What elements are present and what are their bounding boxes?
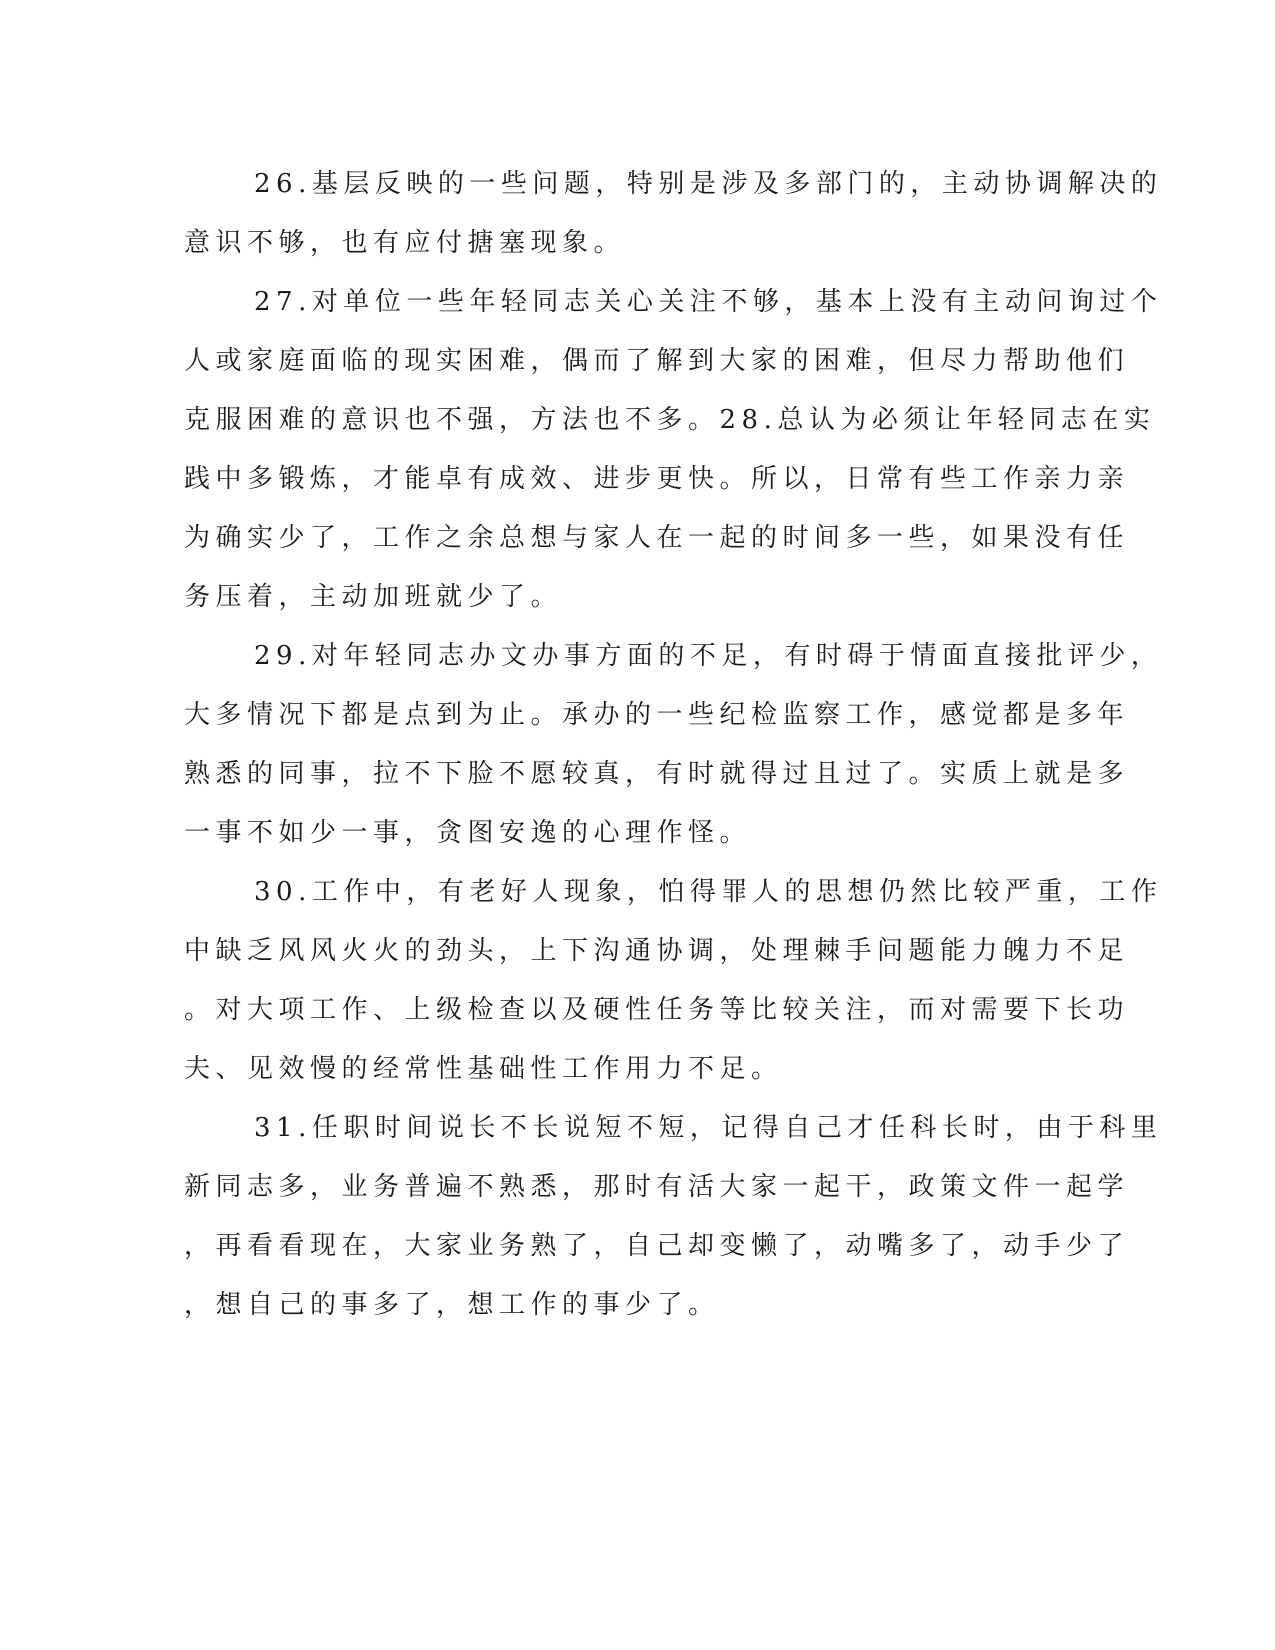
paragraph-26 [184, 155, 1163, 273]
paragraph-27-28 [184, 273, 1163, 627]
text-line: 大多情况下都是点到为止。承办的一些纪检监察工作，感觉都是多年 [184, 700, 1130, 730]
paragraph-29 [184, 627, 1163, 863]
text-line: 新同志多，业务普遍不熟悉，那时有活大家一起干，政策文件一起学 [184, 1172, 1130, 1202]
text-line: 践中多锻炼，才能卓有成效、进步更快。所以，日常有些工作亲力亲 [184, 464, 1130, 494]
text-line: 31.任职时间说长不长说短不短，记得自己才任科长时，由于科里 [254, 1113, 1163, 1143]
text-line: 夫、见效慢的经常性基础性工作用力不足。 [184, 1054, 783, 1084]
text-line: 人或家庭面临的现实困难，偶而了解到大家的困难，但尽力帮助他们 [184, 346, 1130, 376]
text-line: ，想自己的事多了，想工作的事少了。 [184, 1290, 720, 1320]
text-line: ，再看看现在，大家业务熟了，自己却变懒了，动嘴多了，动手少了 [184, 1231, 1130, 1261]
text-line: 熟悉的同事，拉不下脸不愿较真，有时就得过且过了。实质上就是多 [184, 759, 1130, 789]
text-line: 27.对单位一些年轻同志关心关注不够，基本上没有主动问询过个 [254, 287, 1163, 317]
document-body [184, 155, 1163, 1335]
text-line: 克服困难的意识也不强，方法也不多。28.总认为必须让年轻同志在实 [184, 405, 1156, 435]
text-line: 。对大项工作、上级检查以及硬性任务等比较关注，而对需要下长功 [184, 995, 1130, 1025]
text-line: 意识不够，也有应付搪塞现象。 [184, 228, 626, 258]
text-line: 26.基层反映的一些问题，特别是涉及多部门的，主动协调解决的 [254, 169, 1163, 199]
text-line: 务压着，主动加班就少了。 [184, 582, 563, 612]
text-line: 29.对年轻同志办文办事方面的不足，有时碍于情面直接批评少， [254, 641, 1163, 671]
paragraph-31 [184, 1099, 1163, 1335]
paragraph-30 [184, 863, 1163, 1099]
text-line: 30.工作中，有老好人现象，怕得罪人的思想仍然比较严重，工作 [254, 877, 1163, 907]
text-line: 为确实少了，工作之余总想与家人在一起的时间多一些，如果没有任 [184, 523, 1130, 553]
text-line: 中缺乏风风火火的劲头，上下沟通协调，处理棘手问题能力魄力不足 [184, 936, 1130, 966]
text-line: 一事不如少一事，贪图安逸的心理作怪。 [184, 818, 752, 848]
